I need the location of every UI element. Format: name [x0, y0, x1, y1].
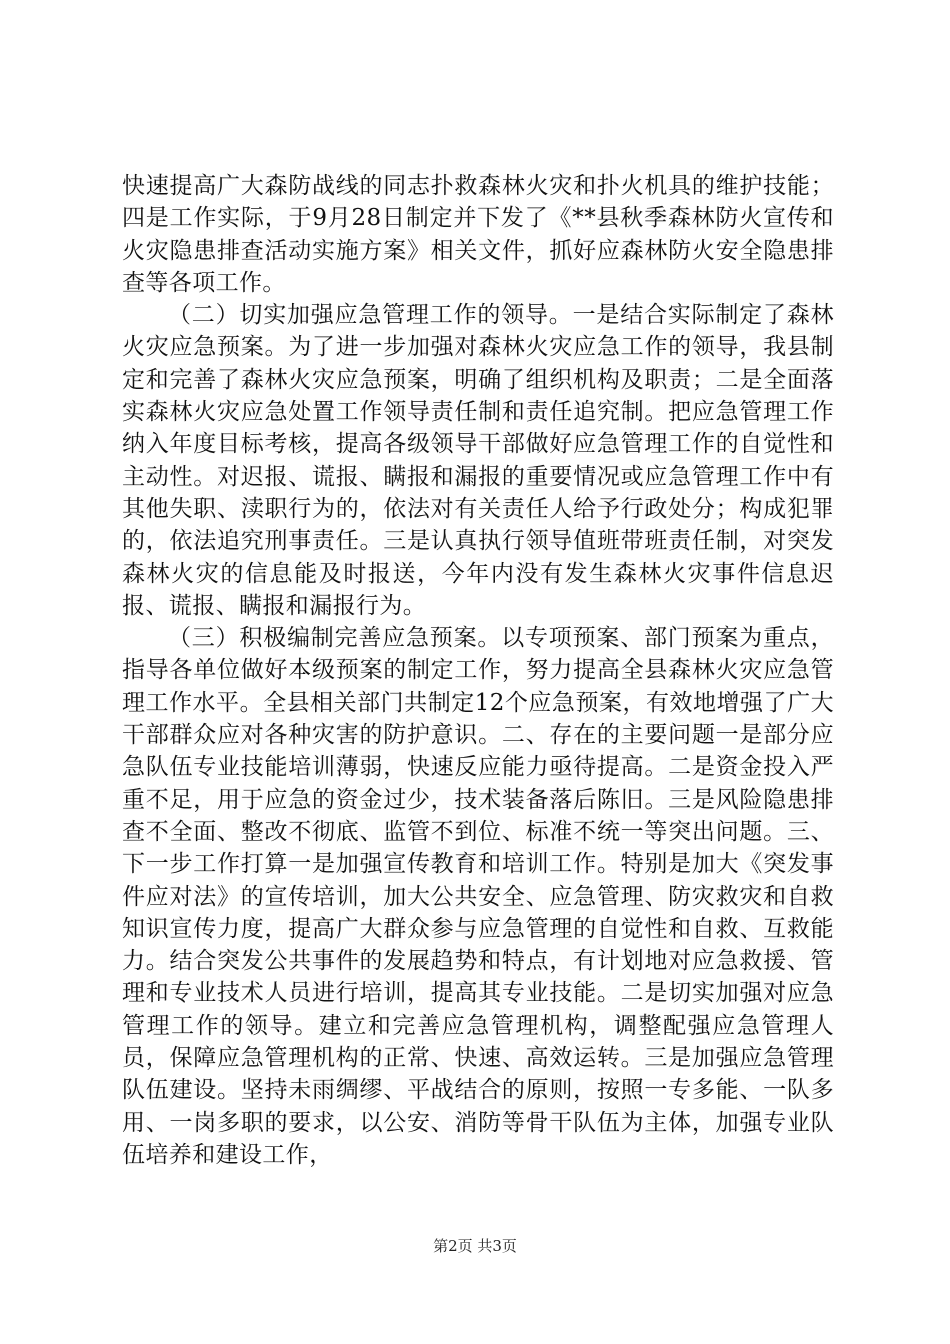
paragraph-3: （三）积极编制完善应急预案。以专项预案、部门预案为重点，指导各单位做好本级预案的制定工作，努力提高全县森林火灾应急管理工作水平。全县相关部门共制定12个应急预案，有效地增强了广大干部群众应对各种灾害的防护意识。二、存在的主要问题一是部分应急队伍专业技能培训薄弱，快速反应能力亟待提高。二是资金投入严重不足，用于应急的资金过少，技术装备落后陈旧。三是风险隐患排查不全面、整改不彻底、监管不到位、标准不统一等突出问题。三、下一步工作打算一是加强宣传教育和培训工作。特别是加大《突发事件应对法》的宣传培训，加大公共安全、应急管理、防灾救灾和自救知识宣传力度，提高广大群众参与应急管理的自觉性和自救、互救能力。结合突发公共事件的发展趋势和特点，有计划地对应急救援、管理和专业技术人员进行培训，提高其专业技能。二是切实加强对应急管理工作的领导。建立和完善应急管理机构，调整配强应急管理人员，保障应急管理机构的正常、快速、高效运转。三是加强应急管理队伍建设。坚持未雨绸缪、平战结合的原则，按照一专多能、一队多用、一岗多职的要求，以公安、消防等骨干队伍为主体，加强专业队伍培养和建设工作，: [122, 625, 834, 1168]
document-body: [122, 170, 834, 1171]
page-footer: 第2页 共3页: [433, 1237, 517, 1255]
paragraph-2: （二）切实加强应急管理工作的领导。一是结合实际制定了森林火灾应急预案。为了进一步加强对森林火灾应急工作的领导，我县制定和完善了森林火灾应急预案，明确了组织机构及职责；二是全面落实森林火灾应急处置工作领导责任制和责任追究制。把应急管理工作纳入年度目标考核，提高各级领导干部做好应急管理工作的自觉性和主动性。对迟报、谎报、瞒报和漏报的重要情况或应急管理工作中有其他失职、渎职行为的，依法对有关责任人给予行政处分；构成犯罪的，依法追究刑事责任。三是认真执行领导值班带班责任制，对突发森林火灾的信息能及时报送，今年内没有发生森林火灾事件信息迟报、谎报、瞒报和漏报行为。: [122, 302, 834, 619]
paragraph-1: 快速提高广大森防战线的同志扑救森林火灾和扑火机具的维护技能；四是工作实际，于9月28日制定并下发了《**县秋季森林防火宣传和火灾隐患排查活动实施方案》相关文件，抓好应森林防火安全隐患排查等各项工作。: [122, 173, 834, 296]
